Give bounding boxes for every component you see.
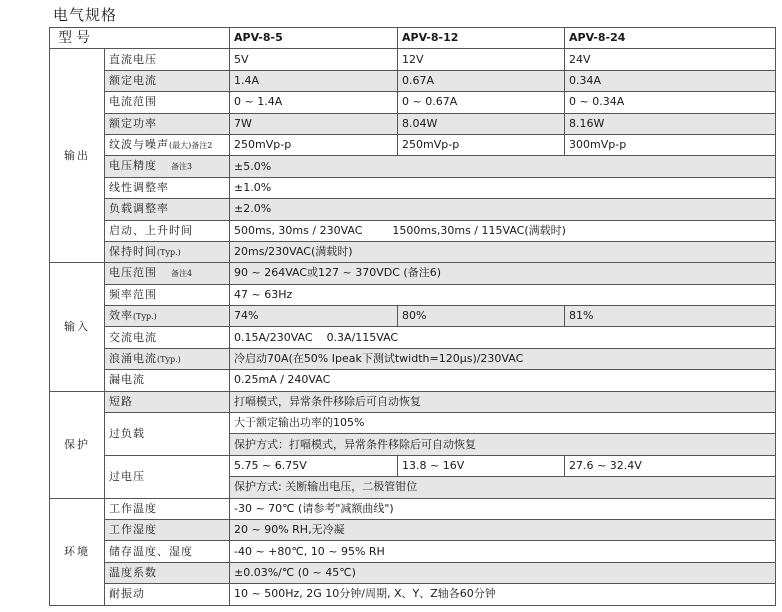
- cell-value: -40 ~ +80℃, 10 ~ 95% RH: [230, 541, 776, 562]
- row-label: 电流范围: [105, 92, 230, 113]
- table-row: [50, 519, 776, 540]
- table-row: [50, 327, 776, 348]
- row-label: [105, 241, 230, 262]
- row-label: 频率范围: [105, 284, 230, 305]
- cell-value: 13.8 ~ 16V: [398, 455, 565, 476]
- row-label-text: 效率: [109, 308, 133, 322]
- row-label-note: (Typ.): [157, 247, 181, 257]
- cell-value: 24V: [565, 49, 776, 70]
- cell-value: ±5.0%: [230, 156, 776, 177]
- table-row: [50, 156, 776, 177]
- cell-value: 12V: [398, 49, 565, 70]
- cell-value: 8.16W: [565, 113, 776, 134]
- cell-value: 250mVp-p: [230, 134, 398, 155]
- table-row: [50, 584, 776, 605]
- cell-value: 20ms/230VAC(满载时): [230, 241, 776, 262]
- cell-value: 0.67A: [398, 70, 565, 91]
- table-row: [50, 199, 776, 220]
- table-row: [50, 370, 776, 391]
- row-label: 温度系数: [105, 562, 230, 583]
- table-row: [50, 306, 776, 327]
- cell-value: 5.75 ~ 6.75V: [230, 455, 398, 476]
- cell-value: 保护方式：打嗝模式，异常条件移除后可自动恢复: [230, 434, 776, 455]
- table-row: [50, 391, 776, 412]
- row-label: 额定电流: [105, 70, 230, 91]
- table-row: [50, 348, 776, 369]
- cell-value: 80%: [398, 306, 565, 327]
- cell-value: 7W: [230, 113, 398, 134]
- row-label: 直流电压: [105, 49, 230, 70]
- cell-value: 1.4A: [230, 70, 398, 91]
- cell-value: 90 ~ 264VAC或127 ~ 370VDC (备注6): [230, 263, 776, 284]
- section-label-protection: 保护: [50, 391, 105, 498]
- cell-value: 74%: [230, 306, 398, 327]
- row-label: 漏电流: [105, 370, 230, 391]
- model-label: 型号: [50, 28, 230, 49]
- cell-value: 0.34A: [565, 70, 776, 91]
- table-row: [50, 562, 776, 583]
- cell-value-part: 1500ms,30ms / 115VAC(满载时): [392, 223, 566, 237]
- cell-value: 10 ~ 500Hz, 2G 10分钟/周期, X、Y、Z轴各60分钟: [230, 584, 776, 605]
- row-label: 交流电流: [105, 327, 230, 348]
- row-label: [105, 306, 230, 327]
- table-row: [50, 177, 776, 198]
- table-row: [50, 284, 776, 305]
- table-row: [50, 220, 776, 241]
- row-label-text: 电压范围: [109, 265, 157, 279]
- row-label-note: 备注4: [171, 268, 193, 278]
- cell-value: 0 ~ 1.4A: [230, 92, 398, 113]
- row-label-note: (Typ.): [157, 354, 181, 364]
- row-label-text: 保持时间: [109, 244, 157, 258]
- section-label-environment: 环境: [50, 498, 105, 605]
- row-label-text: 纹波与噪声: [109, 137, 169, 151]
- table-row: [50, 498, 776, 519]
- model-name: APV-8-12: [398, 28, 565, 49]
- row-label: 额定功率: [105, 113, 230, 134]
- cell-value: 打嗝模式，异常条件移除后可自动恢复: [230, 391, 776, 412]
- table-row: [50, 49, 776, 70]
- page-title: 电气规格: [53, 6, 118, 24]
- row-label: 短路: [105, 391, 230, 412]
- cell-value: 0 ~ 0.67A: [398, 92, 565, 113]
- cell-value: 20 ~ 90% RH,无冷凝: [230, 519, 776, 540]
- spec-table: [49, 27, 776, 606]
- section-label-output: 输出: [50, 49, 105, 263]
- cell-value: 250mVp-p: [398, 134, 565, 155]
- header-row: [50, 28, 776, 49]
- table-row: [50, 455, 776, 476]
- cell-value: 8.04W: [398, 113, 565, 134]
- section-label-input: 输入: [50, 263, 105, 391]
- model-name: APV-8-24: [565, 28, 776, 49]
- row-label-note: 备注2: [191, 140, 213, 150]
- row-label: [105, 156, 230, 177]
- row-label: 过负载: [105, 413, 230, 456]
- cell-value: 5V: [230, 49, 398, 70]
- cell-value: 冷启动70A(在50% Ipeak下测试twidth=120µs)/230VAC: [230, 348, 776, 369]
- row-label-note: (Typ.): [133, 311, 157, 321]
- cell-value: 300mVp-p: [565, 134, 776, 155]
- row-label: 过电压: [105, 455, 230, 498]
- row-label: 负载调整率: [105, 199, 230, 220]
- cell-value-part: 500ms, 30ms / 230VAC: [234, 223, 363, 237]
- row-label: 耐振动: [105, 584, 230, 605]
- row-label-note: 备注3: [171, 162, 193, 172]
- row-label: [105, 134, 230, 155]
- table-row: [50, 113, 776, 134]
- table-row: [50, 70, 776, 91]
- cell-value: 81%: [565, 306, 776, 327]
- cell-value: ±2.0%: [230, 199, 776, 220]
- table-row: [50, 92, 776, 113]
- row-label: 储存温度、湿度: [105, 541, 230, 562]
- cell-value: [230, 220, 776, 241]
- cell-value: -30 ~ 70℃ (请参考"减额曲线"): [230, 498, 776, 519]
- row-label-note: (最大): [169, 140, 192, 150]
- row-label: [105, 263, 230, 284]
- cell-value: 保护方式: 关断输出电压，二极管钳位: [230, 477, 776, 498]
- row-label: 工作温度: [105, 498, 230, 519]
- row-label: 启动、上升时间: [105, 220, 230, 241]
- table-row: [50, 413, 776, 434]
- cell-value: 0.25mA / 240VAC: [230, 370, 776, 391]
- row-label: [105, 348, 230, 369]
- row-label: 工作湿度: [105, 519, 230, 540]
- cell-value: 0 ~ 0.34A: [565, 92, 776, 113]
- table-row: [50, 263, 776, 284]
- cell-value: 大于额定输出功率的105%: [230, 413, 776, 434]
- row-label-text: 电压精度: [109, 159, 157, 173]
- row-label: 线性调整率: [105, 177, 230, 198]
- cell-value: ±0.03%/℃ (0 ~ 45℃): [230, 562, 776, 583]
- cell-value-part: 0.15A/230VAC: [234, 330, 313, 344]
- cell-value: 27.6 ~ 32.4V: [565, 455, 776, 476]
- table-row: [50, 241, 776, 262]
- cell-value: ±1.0%: [230, 177, 776, 198]
- table-row: [50, 134, 776, 155]
- model-name: APV-8-5: [230, 28, 398, 49]
- table-row: [50, 541, 776, 562]
- cell-value-part: 0.3A/115VAC: [326, 330, 399, 344]
- row-label-text: 浪涌电流: [109, 351, 157, 365]
- cell-value: 47 ~ 63Hz: [230, 284, 776, 305]
- cell-value: [230, 327, 776, 348]
